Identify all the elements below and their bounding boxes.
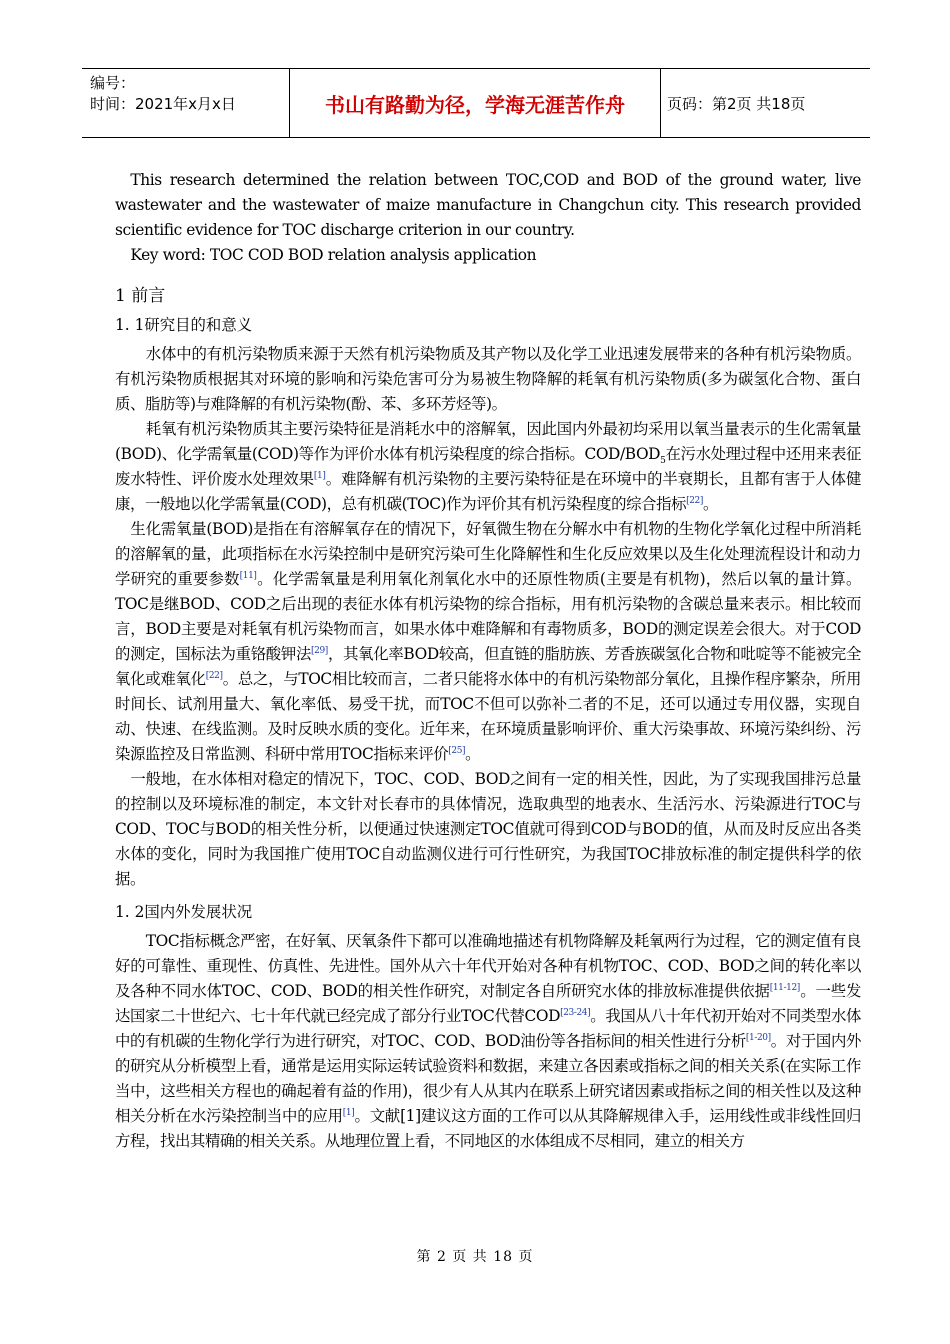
citation-ref[interactable]: [22] [686, 495, 703, 506]
text-run: TOC指标概念严密，在好氧、厌氧条件下都可以准确地描述有机物降解及耗氧两行为过程，它的测定值有良好的可靠性、重现性、仿真性、先进性。国外从六十年代开始对各种有机物TOC、COD、BOD之间的转化率以及各种不同水体TOC、COD、BOD的相关性作研究，对制定各自所研究水体的排放标准提供依据 [115, 932, 861, 1000]
document-body [115, 168, 861, 1154]
citation-ref[interactable]: [11-12] [769, 982, 800, 993]
paragraph [115, 517, 861, 767]
section-title: 1 前言 [115, 286, 166, 306]
text-run: 。难降解有机污染物的主要污染特征是在环境中的半衰期长，且都有害于人体健康，一般地以化学需氧量(COD)，总有机碳(TOC)作为评价其有机污染程度的综合指标 [115, 470, 861, 513]
header-date: 时间：2021年x月x日 [90, 95, 236, 113]
citation-ref[interactable]: [1] [342, 1107, 355, 1118]
header-motto: 书山有路勤为径，学海无涯苦作舟 [325, 92, 625, 117]
page-footer: 第 2 页 共 18 页 [416, 1249, 534, 1265]
abstract-keywords: Key word: TOC COD BOD relation analysis application [130, 246, 537, 264]
text-run: 。 [703, 495, 718, 513]
citation-ref[interactable]: [29] [311, 645, 328, 656]
text-run: 。一些发达国家二十世纪六、七十年代就已经完成了部分行业TOC代替COD [115, 982, 861, 1025]
paragraph: 一般地，在水体相对稳定的情况下，TOC、COD、BOD之间有一定的相关性，因此，为了实现我国排污总量的控制以及环境标准的制定，本文针对长春市的具体情况，选取典型的地表水、生活污水、污染源进行TOC与COD、TOC与BOD的相关性分析，以便通过快速测定TOC值就可得到COD与BOD的值，从而及时反应出各类水体的变化，同时为我国推广使用TOC自动监测仪进行可行性研究，为我国TOC排放标准的制定提供科学的依据。 [115, 770, 861, 888]
citation-ref[interactable]: [11] [239, 570, 257, 581]
citation-ref[interactable]: [23-24] [560, 1007, 591, 1018]
text-run: 。化学需氧量是利用氧化剂氧化水中的还原性物质(主要是有机物)，然后以氧的量计算。TOC是继BOD、COD之后出现的表征水体有机污染物的综合指标，用有机污染物的含碳总量来表示。相比较而言，BOD主要是对耗氧有机污染物而言，如果水体中难降解和有毒物质多，BOD的测定误差会很大。对于COD的测定，国标法为重铬酸钾法 [115, 570, 861, 663]
subsection-title: 1. 2国内外发展状况 [115, 903, 253, 921]
text-run: 。对于国内外的研究从分析模型上看，通常是运用实际运转试验资料和数据，来建立各因素或指标之间的相关关系(在实际工作当中，这些相关方程也的确起着有益的作用)，很少有人从其内在联系上研究诸因素或指标之间的相关性以及这种相关分析在水污染控制当中的应用 [115, 1032, 861, 1125]
text-run: 生化需氧量(BOD)是指在有溶解氧存在的情况下，好氧微生物在分解水中有机物的生物化学氧化过程中所消耗的溶解氧的量，此项指标在水污染控制中是研究污染可生化降解性和生化反应效果以及生化处理流程设计和动力学研究的重要参数 [115, 520, 861, 588]
header-page-info: 页码：第2页 共18页 [667, 94, 806, 113]
text-run: 。我国从八十年代初开始对不同类型水体中的有机碳的生物化学行为进行研究，对TOC、COD、BOD油份等各指标间的相关性进行分析 [115, 1007, 861, 1050]
header-meta [90, 73, 280, 115]
text-run: ，其氧化率BOD较高，但直链的脂肪族、芳香族碳氢化合物和吡啶等不能被完全氧化或难氧化 [115, 645, 861, 688]
paragraph [115, 929, 861, 1154]
text-run: 。总之，与TOC相比较而言，二者只能将水体中的有机污染物部分氧化，且操作程序繁杂，所用时间长、试剂用量大、氧化率低、易受干扰，而TOC不但可以弥补二者的不足，还可以通过专用仪器，实现自动、快速、在线监测。及时反映水质的变化。近年来，在环境质量影响评价、重大污染事故、环境污染纠纷、污染源监控及日常监测、科研中常用TOC指标来评价 [115, 670, 861, 763]
citation-ref[interactable]: [25] [448, 745, 466, 756]
abstract-paragraph: This research determined the relation between TOC,COD and BOD of the ground water, live wastewater and the wastewater of maize manufacture in Changchun city. This research provided scientific evidence for TOC discharge criterion in our country. [115, 171, 861, 239]
subsection-title: 1. 1研究目的和意义 [115, 316, 253, 334]
citation-ref[interactable]: [22] [205, 670, 223, 681]
paragraph: 水体中的有机污染物质来源于天然有机污染物质及其产物以及化学工业迅速发展带来的各种有机污染物质。有机污染物质根据其对环境的影响和污染危害可分为易被生物降解的耗氧有机污染物质(多为碳氢化合物、蛋白质、脂肪等)与难降解的有机污染物(酚、苯、多环芳烃等)。 [115, 345, 861, 413]
header-number-label: 编号： [90, 74, 136, 92]
text-run: 耗氧有机污染物质其主要污染特征是消耗水中的溶解氧，因此国内外最初均采用以氧当量表示的生化需氧量(BOD)、化学需氧量(COD)等作为评价水体有机污染程度的综合指标。COD/BOD [115, 420, 861, 463]
page-header [82, 68, 870, 138]
citation-ref[interactable]: [1-20] [745, 1032, 771, 1043]
citation-ref[interactable]: [1] [313, 470, 326, 481]
subscript: 5 [660, 456, 666, 467]
text-run: 在污水处理过程中还用来表征废水特性、评价废水处理效果 [115, 445, 861, 488]
paragraph [115, 417, 861, 517]
text-run: 。文献[1]建议这方面的工作可以从其降解规律入手，运用线性或非线性回归方程，找出其精确的相关关系。从地理位置上看，不同地区的水体组成不尽相同，建立的相关方 [115, 1107, 861, 1150]
text-run: 。 [465, 745, 481, 763]
header-divider [660, 69, 661, 137]
